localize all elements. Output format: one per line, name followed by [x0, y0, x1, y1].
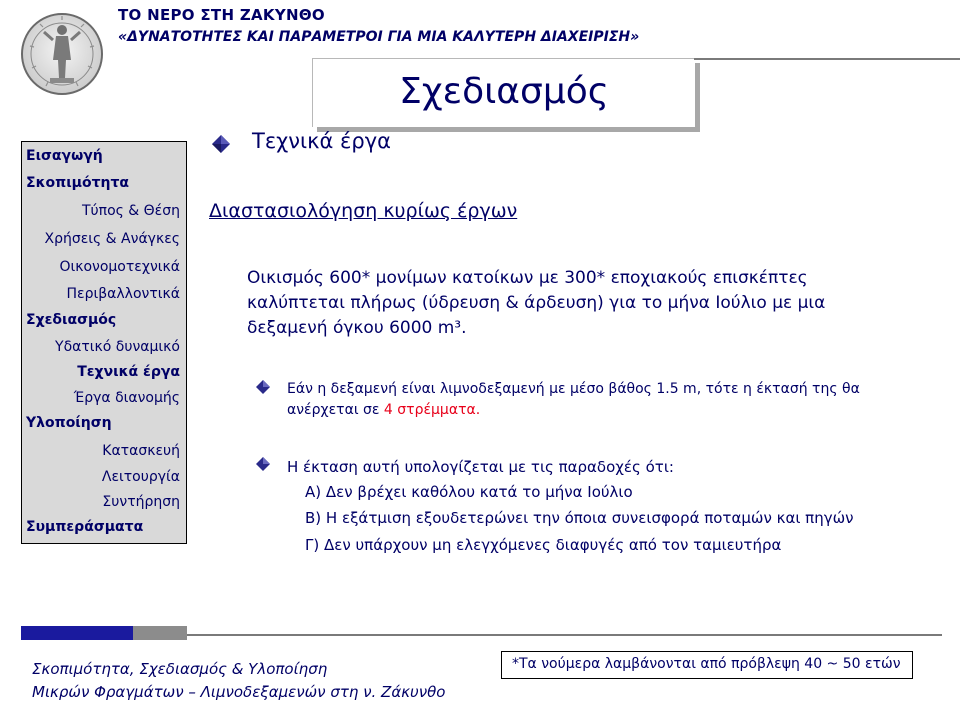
title-rule [694, 58, 960, 60]
university-seal-logo [18, 2, 106, 108]
footer-bar-blue [21, 626, 133, 640]
title-banner [312, 58, 695, 127]
main-paragraph: Οικισμός 600* μονίμων κατοίκων με 300* εποχιακούς επισκέπτες καλύπτεται πλήρως (ύδρευση & άρδευση) για το μήνα Ιούλιο με μια δεξαμενή όγκου 6000 m³. [247, 268, 826, 338]
sidebar-item-implementation[interactable]: Υλοποίηση [26, 415, 112, 431]
diamond-bullet-icon [256, 457, 270, 471]
sidebar-item-uses-needs[interactable]: Χρήσεις & Ανάγκες [44, 231, 180, 247]
diamond-bullet-icon [211, 134, 231, 154]
footnote-text: *Τα νούμερα λαμβάνονται από πρόβλεψη 40 ~ 50 ετών [512, 656, 901, 672]
sidebar-item-maintenance[interactable]: Συντήρηση [102, 494, 180, 510]
sidebar-item-feasibility[interactable]: Σκοπιμότητα [26, 175, 130, 191]
sidebar-nav [21, 141, 187, 544]
assumption-c: Γ) Δεν υπάρχουν μη ελεγχόμενες διαφυγές από τον ταμιευτήρα [305, 536, 782, 554]
sidebar-item-distribution-works[interactable]: Έργα διανομής [73, 390, 180, 406]
sidebar-item-introduction[interactable]: Εισαγωγή [26, 148, 103, 164]
sidebar-item-technical-works[interactable]: Τεχνικά έργα [77, 364, 180, 380]
sidebar-item-water-potential[interactable]: Υδατικό δυναμικό [55, 339, 180, 355]
area-highlight: 4 στρέμματα. [383, 402, 481, 418]
sidebar-item-operation[interactable]: Λειτουργία [101, 469, 180, 485]
assumption-b: Β) Η εξάτμιση εξουδετερώνει την όποια συνεισφορά ποταμών και πηγών [305, 509, 854, 527]
header-subtitle: «ΔΥΝΑΤΟΤΗΤΕΣ ΚΑΙ ΠΑΡΑΜΕΤΡΟΙ ΓΙΑ ΜΙΑ ΚΑΛΥΤΕΡΗ ΔΙΑΧΕΙΡΙΣΗ» [118, 29, 640, 45]
footer-line-1: Σκοπιμότητα, Σχεδιασμός & Υλοποίηση [32, 660, 328, 678]
bullet-text-area-main: Εάν η δεξαμενή είναι λιμνοδεξαμενή με μέσο βάθος 1.5 m, τότε η έκτασή της θα ανέρχεται σε [287, 381, 860, 418]
header-title: ΤΟ ΝΕΡΟ ΣΤΗ ΖΑΚΥΝΘΟ [118, 6, 325, 24]
bullet-text-assumptions: Η έκταση αυτή υπολογίζεται με τις παραδοχές ότι: [287, 458, 674, 476]
footnote-box [501, 651, 913, 679]
bullet-text-area [287, 379, 927, 421]
footer-line-2: Μικρών Φραγμάτων – Λιμνοδεξαμενών στη ν. Ζάκυνθο [32, 683, 446, 701]
sidebar-item-design[interactable]: Σχεδιασμός [26, 312, 117, 328]
sidebar-item-environmental[interactable]: Περιβαλλοντικά [66, 286, 180, 302]
sidebar-item-conclusions[interactable]: Συμπεράσματα [26, 519, 144, 535]
slide-title: Σχεδιασμός [399, 71, 609, 112]
sidebar-item-economics[interactable]: Οικονομοτεχνικά [59, 259, 180, 275]
diamond-bullet-icon [256, 380, 270, 394]
footer-bar-gray [133, 626, 187, 640]
assumption-a: Α) Δεν βρέχει καθόλου κατά το μήνα Ιούλιο [305, 483, 633, 501]
subsection-heading: Διαστασιολόγηση κυρίως έργων [209, 200, 518, 222]
sidebar-item-construction[interactable]: Κατασκευή [102, 443, 180, 459]
sidebar-item-type-location[interactable]: Τύπος & Θέση [81, 203, 180, 219]
section-heading: Τεχνικά έργα [252, 129, 391, 153]
footer-rule [187, 634, 942, 636]
